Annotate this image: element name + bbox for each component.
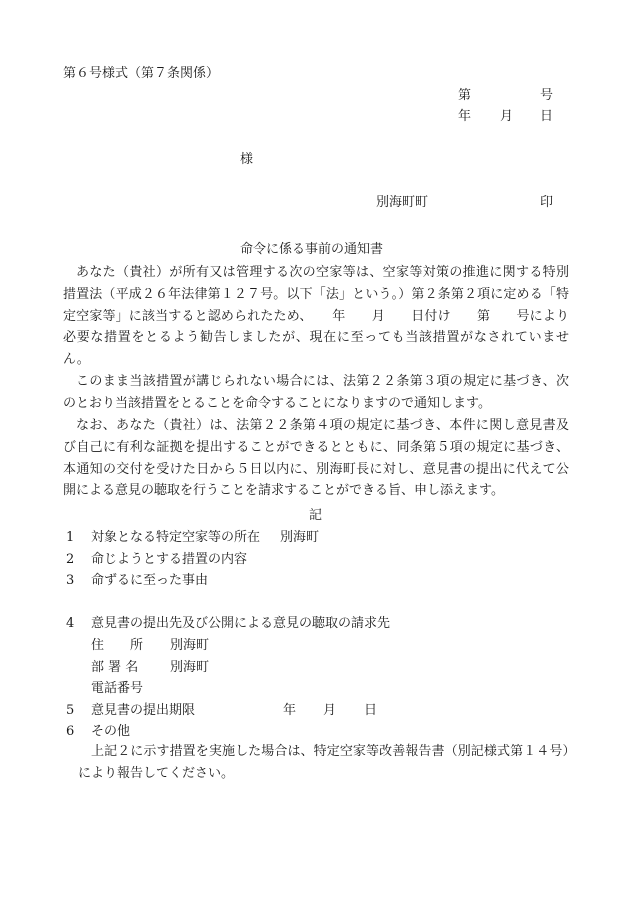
item-1-value: 別海町 — [280, 530, 320, 545]
item-5-label: 意見書の提出期限 — [91, 703, 196, 718]
body-paragraph-3: なお、あなた（貴社）は、法第２２条第４項の規定に基づき、本件に関し意見書及び自己に有利な証拠を提出することができるとともに、同条第５項の規定に基づき、本通知の交付を受けた日から５日以内に、別海町長に対し、意見書の提出に代えて公開による意見の聴取を行うことを請求することができる旨、申し添えます。 — [63, 418, 569, 499]
item-5-month: 月 — [323, 703, 337, 718]
issuer-name: 別海町町 — [376, 195, 429, 210]
date-month: 月 — [500, 109, 514, 124]
item-3-number: 3 — [66, 573, 75, 588]
document-number-suffix: 号 — [540, 88, 554, 103]
seal-mark: 印 — [540, 195, 554, 210]
item-6-number: 6 — [66, 724, 75, 739]
item-4-address-label: 住 所 — [91, 638, 144, 653]
addressee-honorific: 様 — [240, 152, 254, 167]
ki-heading: 記 — [309, 508, 323, 523]
item-4-phone-label: 電話番号 — [91, 681, 144, 696]
item-5-year: 年 — [283, 703, 297, 718]
item-4-department-label: 部 署 名 — [91, 660, 139, 675]
body-paragraph-2: このまま当該措置が講じられない場合には、法第２２条第３項の規定に基づき、次のとおり当該措置をとることを命令することになりますので通知します。 — [63, 374, 569, 411]
date-day: 日 — [540, 109, 554, 124]
item-4-label: 意見書の提出先及び公開による意見の聴取の請求先 — [91, 616, 391, 631]
item-5-number: 5 — [66, 703, 75, 718]
form-label: 第６号様式（第７条関係） — [63, 66, 220, 81]
document-number-prefix: 第 — [458, 88, 472, 103]
item-4-department-value: 別海町 — [170, 660, 210, 675]
date-year: 年 — [458, 109, 472, 124]
body-paragraph-1: あなた（貴社）が所有又は管理する次の空家等は、空家等対策の推進に関する特別措置法（平成２６年法律第１２７号。以下「法」という。）第２条第２項に定める「特定空家等」に該当すると認められたため、 年 月 日付け 第 号により必要な措置をとるよう勧告しましたが、現在に至っても当該措置がなされていません。 — [63, 265, 569, 368]
item-2-label: 命じようとする措置の内容 — [91, 552, 248, 567]
document-title: 命令に係る事前の通知書 — [240, 242, 384, 257]
item-3-label: 命ずるに至った事由 — [91, 573, 209, 588]
item-6-body: 上記２に示す措置を実施した場合は、特定空家等改善報告書（別記様式第１４号）により報告してください。 — [78, 744, 569, 781]
item-1-number: 1 — [66, 530, 75, 545]
item-1-label: 対象となる特定空家等の所在 — [91, 530, 261, 545]
item-2-number: 2 — [66, 552, 75, 567]
item-4-number: 4 — [66, 616, 75, 631]
item-6-label: その他 — [91, 724, 131, 739]
item-5-day: 日 — [364, 703, 378, 718]
item-4-address-value: 別海町 — [170, 638, 210, 653]
